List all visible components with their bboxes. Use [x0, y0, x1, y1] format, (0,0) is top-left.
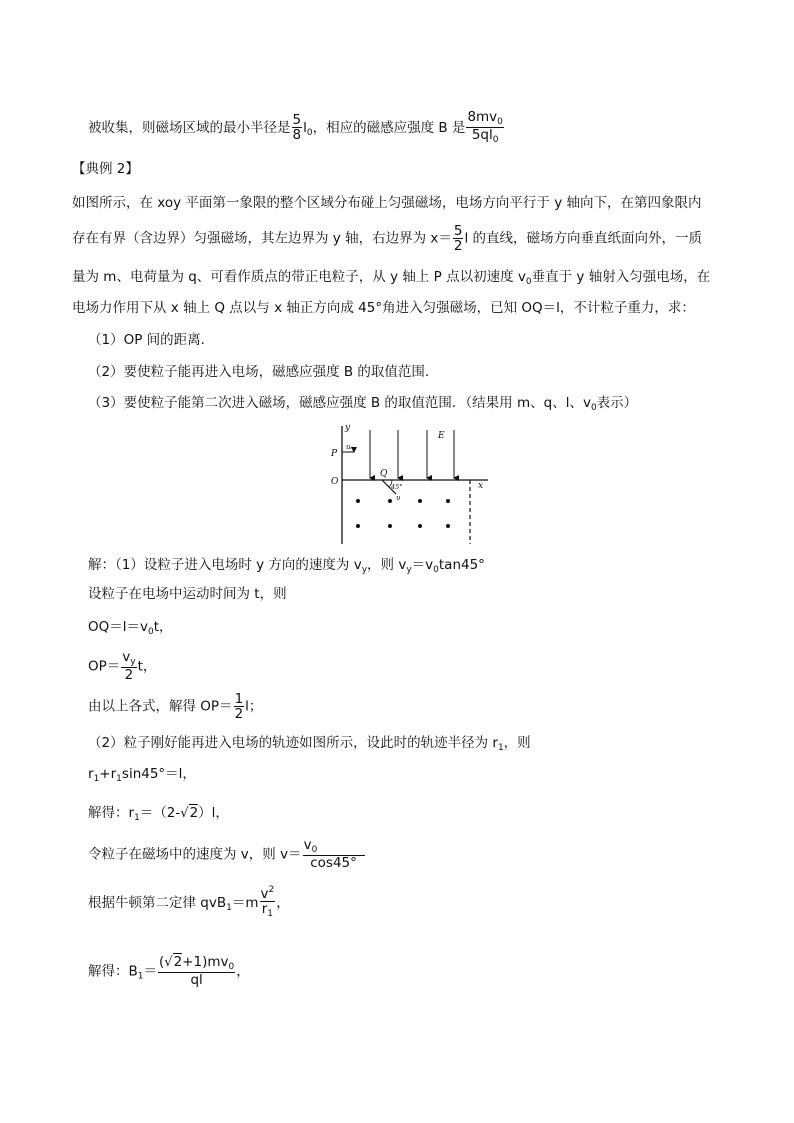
text-segment: r [88, 766, 94, 782]
superscript: 2 [268, 885, 275, 895]
subscript: 0 [497, 117, 503, 127]
subscript: 0 [228, 962, 235, 972]
subscript: 1 [93, 774, 100, 784]
label-P: P [331, 449, 338, 459]
text-segment: 量为 m、电荷量为 q、可看作质点的带正电粒子，从 y 轴上 P 点以初速度 v [72, 269, 526, 285]
text-segment: OQ＝l＝v [88, 619, 148, 635]
numerator-text: +1)mv [182, 954, 229, 970]
subscript: 1 [134, 813, 140, 823]
numerator: 5 [292, 112, 302, 129]
text-segment: 根据牛顿第二定律 qvB [88, 894, 227, 911]
subscript: 0 [306, 127, 313, 138]
numerator: 5 [453, 223, 463, 239]
question-3 [88, 394, 637, 417]
solution-line-5 [88, 692, 262, 721]
label-O: O [331, 477, 339, 487]
solution-line-2: 设粒子在电场中运动时间为 t，则 [88, 586, 287, 602]
denominator: 2 [453, 238, 463, 255]
numerator-text: ( [159, 954, 165, 970]
field-dot [388, 499, 392, 503]
question-1: （1）OP 间的距离． [88, 332, 215, 348]
text-segment: 垂直于 y 轴射入匀强电场，在 [531, 269, 711, 285]
text-segment: ， [276, 894, 290, 911]
denominator: cos45° [310, 855, 357, 872]
text-segment: ＝（2- [139, 805, 181, 821]
fraction [292, 113, 303, 142]
symbol: l [303, 119, 307, 136]
field-dot [418, 499, 422, 503]
fraction [260, 886, 276, 920]
solution-line-10 [88, 886, 290, 920]
fraction [234, 692, 245, 721]
numerator-text: 8mv [467, 109, 498, 125]
subscript: 1 [497, 743, 504, 753]
field-dot [446, 524, 450, 528]
subscript: 1 [116, 774, 122, 784]
denominator: 2 [124, 667, 134, 684]
text-segment: tan45° [438, 557, 485, 573]
label-E: E [438, 431, 445, 441]
label-y: y [345, 423, 351, 433]
subscript: 1 [137, 971, 144, 982]
text-segment: 存在有界（含边界）匀强磁场，其左边界为 y 轴，右边界为 x＝ [72, 230, 452, 247]
text-segment: sin45°＝l， [121, 766, 196, 782]
subscript: 1 [226, 902, 232, 913]
fraction [121, 650, 136, 683]
denominator [471, 128, 500, 145]
text-segment: +r [99, 766, 117, 782]
numerator [303, 838, 365, 856]
text-segment: 解得：B [88, 963, 138, 980]
problem-line-4: 电场力作用下从 x 轴上 Q 点以与 x 轴正方向成 45°角进入匀强磁场，已知 OQ＝l，不计粒子重力，求： [72, 300, 695, 316]
fraction [466, 110, 503, 146]
solution-line-1 [88, 556, 485, 579]
denominator-text: 5ql [471, 127, 493, 144]
numerator: 1 [234, 691, 244, 707]
field-dot [388, 524, 392, 528]
text-segment: （2）粒子刚好能再进入电场的轨迹如图所示，设此时的轨迹半径为 r [88, 735, 498, 751]
text-segment: t， [153, 619, 173, 635]
text-segment: l； [245, 698, 263, 715]
subscript: y [361, 565, 368, 575]
numerator-text: v [122, 649, 131, 665]
solution-line-4 [88, 650, 156, 683]
numerator-text: v [260, 886, 269, 902]
solution-line-3 [88, 618, 173, 641]
label-v: υ [396, 494, 401, 502]
numerator-text: v [303, 837, 312, 853]
solution-line-6 [88, 734, 531, 757]
subscript: 0 [433, 565, 439, 575]
numerator [260, 886, 276, 902]
text-segment: OP＝ [88, 658, 121, 675]
subscript: 0 [590, 403, 597, 413]
field-diagram [328, 420, 488, 544]
denominator: 2 [234, 706, 244, 723]
solution-line-8 [88, 804, 229, 827]
fraction [453, 224, 464, 253]
text-segment: 由以上各式，解得 OP＝ [88, 698, 233, 715]
subscript: y [130, 657, 136, 667]
field-dot [356, 524, 360, 528]
text-segment: l 的直线，磁场方向垂直纸面向外，一质 [464, 230, 702, 247]
text-segment: t， [137, 658, 157, 675]
question-2: （2）要使粒子能再进入电场，磁感应强度 B 的取值范围． [88, 364, 439, 380]
denominator [261, 902, 274, 919]
label-angle: 45° [391, 483, 403, 491]
field-dot [356, 499, 360, 503]
subscript: 0 [148, 627, 154, 637]
denominator: 8 [292, 127, 302, 144]
label-v0: u₀ [346, 443, 354, 451]
subscript: 0 [492, 135, 499, 146]
problem-line-2 [72, 224, 702, 253]
text-segment: ＝v [411, 557, 434, 573]
text-segment: ＝m [231, 894, 259, 911]
text-segment: ，相应的磁感应强度 B 是 [312, 119, 466, 136]
text-segment: ，则 [503, 735, 531, 751]
text-segment: ＝ [143, 963, 157, 980]
problem-line-3 [72, 268, 710, 291]
solution-line-7 [88, 765, 196, 788]
radical-sign: √ [180, 806, 189, 821]
magnetic-field-dots [356, 499, 450, 528]
field-dot [418, 524, 422, 528]
radicand: 2 [189, 805, 199, 821]
solution-line-11 [88, 955, 250, 988]
subscript: 1 [267, 909, 274, 920]
text-segment: 表示） [596, 395, 638, 411]
text-segment: 被收集，则磁场区域的最小半径是 [88, 119, 291, 136]
radicand: 2 [173, 954, 183, 970]
numerator [158, 955, 235, 973]
denominator-text: r [261, 901, 268, 918]
solution-line-9 [88, 838, 366, 871]
text-segment: 令粒子在磁场中的速度为 v，则 v＝ [88, 846, 302, 863]
text-segment: ）l， [198, 805, 229, 821]
subscript: 0 [311, 845, 318, 855]
label-Q: Q [380, 469, 388, 479]
problem-line-1: 如图所示，在 xoy 平面第一象限的整个区域分布碰上匀强磁场，电场方向平行于 y 轴向下，在第四象限内 [72, 195, 702, 211]
fraction [303, 838, 365, 871]
denominator: ql [190, 972, 203, 989]
subscript: 0 [525, 277, 532, 287]
radical-sign: √ [164, 955, 173, 970]
numerator [121, 650, 136, 668]
example-title: 【典例 2】 [72, 161, 139, 177]
label-x: x [478, 481, 484, 491]
fraction [158, 955, 235, 988]
text-segment: ， [236, 963, 250, 980]
text-segment: 解得：r [88, 805, 135, 821]
text-segment: 解：（1）设粒子进入电场时 y 方向的速度为 v [88, 557, 362, 573]
field-dot [446, 499, 450, 503]
text-segment: ，则 v [367, 557, 407, 573]
text-line-1 [88, 110, 505, 146]
subscript: y [406, 565, 412, 575]
numerator [466, 110, 503, 128]
text-segment: （3）要使粒子能第二次进入磁场，磁感应强度 B 的取值范围．（结果用 m、q、l、v [88, 395, 591, 411]
